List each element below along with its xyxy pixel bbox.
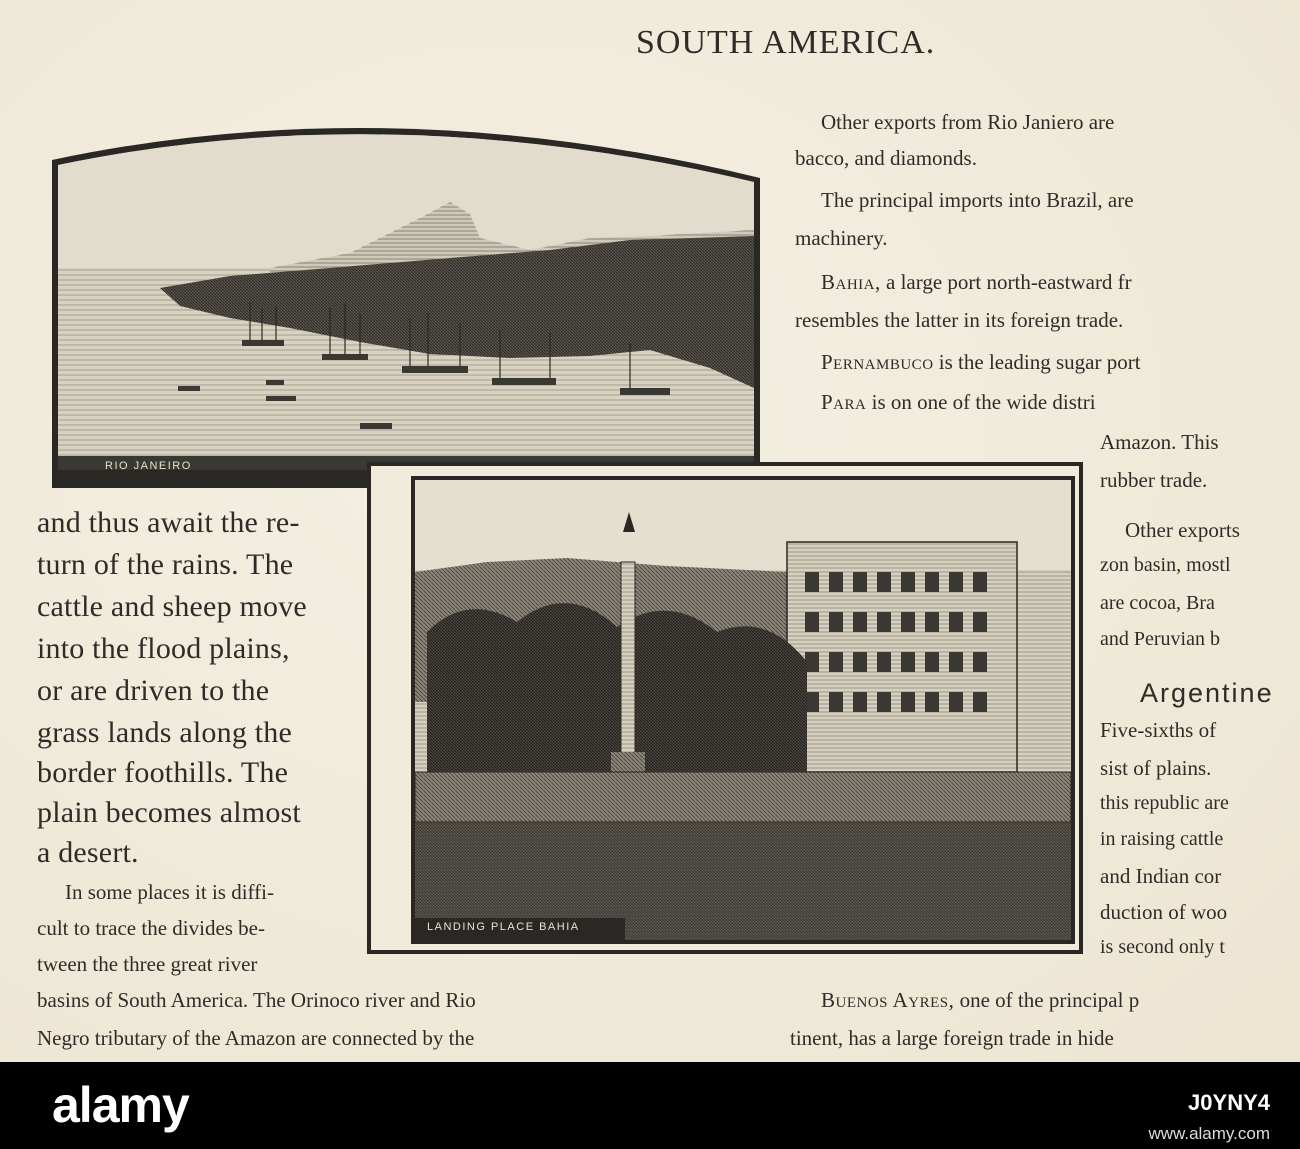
text-line [821, 390, 1096, 415]
text-line: Amazon. This [1100, 430, 1219, 454]
bahia-engraving [367, 462, 1083, 954]
text-fragment: a large port north-eastward fr [886, 270, 1132, 294]
illustration-rio-janeiro [30, 118, 762, 488]
rio-janeiro-engraving [30, 118, 762, 488]
text-line: bacco, and diamonds. [795, 146, 977, 170]
text-line: plain becomes almost [37, 796, 301, 829]
text-line: cult to trace the divides be- [37, 916, 265, 940]
alamy-logo: alamy [52, 1077, 189, 1133]
caption-rio-janeiro: RIO JANEIRO [105, 460, 192, 472]
text-line: Other exports from Rio Janiero are [821, 110, 1115, 134]
text-line: Five-sixths of [1100, 718, 1217, 742]
text-line: and Indian cor [1100, 864, 1222, 888]
text-line: In some places it is diffi- [65, 880, 274, 904]
caption-landing-place-bahia: LANDING PLACE BAHIA [427, 921, 580, 933]
text-line: duction of woo [1100, 900, 1228, 924]
text-line [821, 988, 1139, 1013]
text-line: machinery. [795, 226, 888, 250]
text-line: a desert. [37, 836, 139, 869]
text-line: and Peruvian b [1100, 628, 1220, 650]
text-line: tinent, has a large foreign trade in hide [790, 1026, 1114, 1050]
text-line: Negro tributary of the Amazon are connected by the [37, 1026, 475, 1050]
text-line: grass lands along the [37, 716, 292, 749]
place-name-buenos-ayres: Buenos Ayres, [821, 988, 955, 1012]
text-line: or are driven to the [37, 674, 270, 707]
image-code: J0YNY4 [1188, 1090, 1270, 1115]
watermark-url: www.alamy.com [1148, 1124, 1270, 1143]
text-line [821, 270, 1132, 295]
text-line: zon basin, mostl [1100, 554, 1231, 576]
text-line: are cocoa, Bra [1100, 592, 1215, 614]
text-line: rubber trade. [1100, 468, 1208, 492]
text-line: Other exports [1125, 518, 1240, 542]
text-line: border foothills. The [37, 756, 289, 789]
watermark-bar [0, 1062, 1300, 1149]
place-name-bahia: Bahia, [821, 270, 881, 294]
text-line: is second only t [1100, 936, 1225, 958]
text-line: resembles the latter in its foreign trade. [795, 308, 1124, 332]
text-fragment: one of the principal p [959, 988, 1140, 1012]
text-line: turn of the rains. The [37, 548, 294, 581]
section-heading-argentine: Argentine [1140, 678, 1274, 708]
text-line [821, 350, 1141, 375]
text-fragment: is on one of the wide distri [871, 390, 1096, 414]
place-name-pernambuco: Pernambuco [821, 350, 934, 374]
text-line: The principal imports into Brazil, are [821, 188, 1134, 212]
place-name-para: Para [821, 390, 867, 414]
text-line: cattle and sheep move [37, 590, 307, 623]
text-line: and thus await the re- [37, 506, 300, 539]
text-line: sist of plains. [1100, 756, 1212, 780]
illustration-landing-place-bahia [367, 462, 1083, 954]
text-line: in raising cattle [1100, 828, 1224, 850]
text-line: basins of South America. The Orinoco river and Rio [37, 988, 476, 1012]
text-fragment: is the leading sugar port [938, 350, 1141, 374]
text-line: tween the three great river [37, 952, 258, 976]
text-line: into the flood plains, [37, 632, 290, 665]
text-line: this republic are [1100, 792, 1229, 814]
page-heading: SOUTH AMERICA. [636, 24, 936, 61]
